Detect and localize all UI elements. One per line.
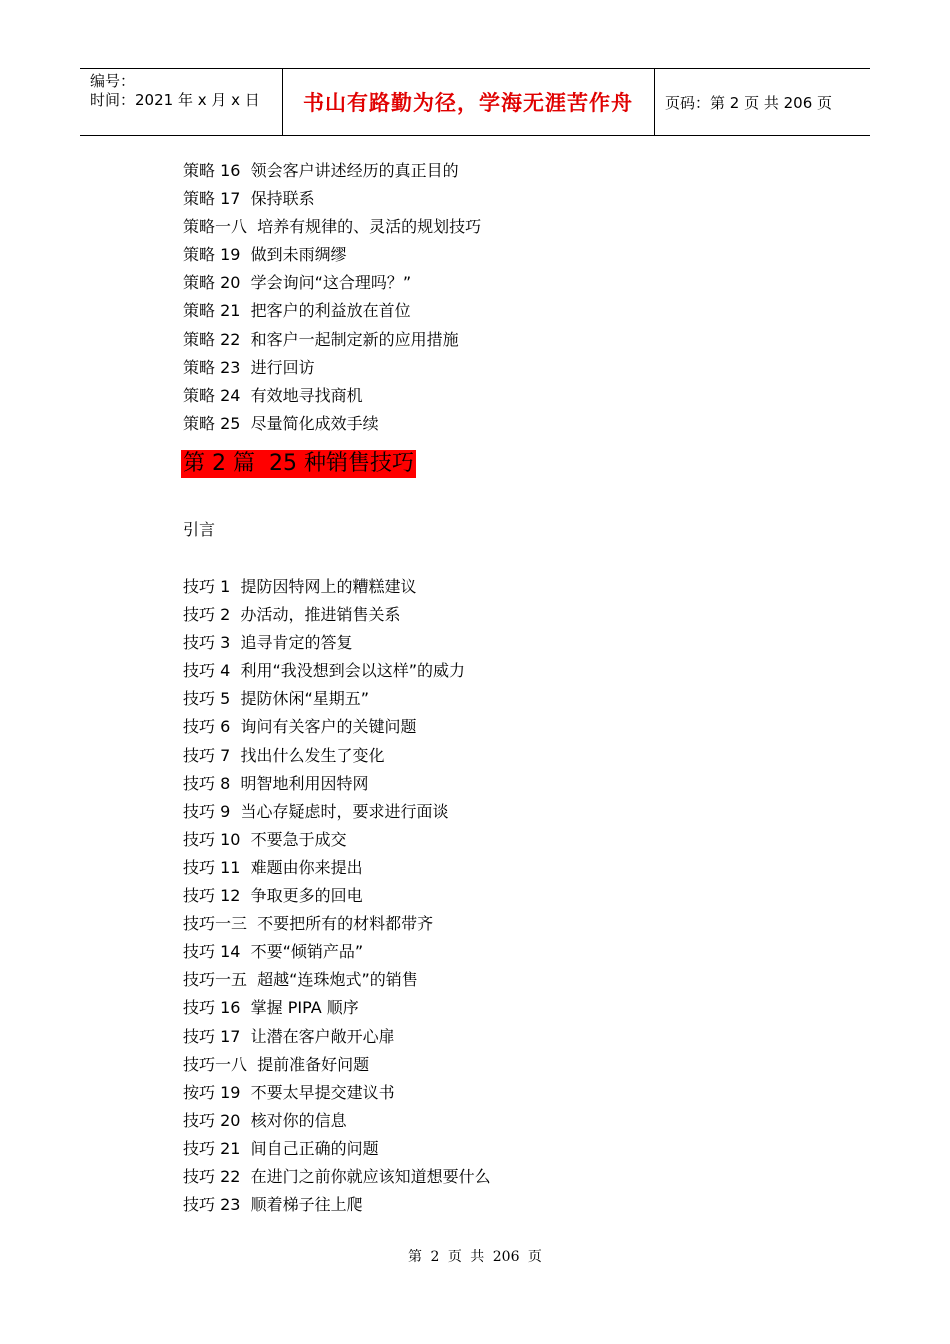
skill-item: 按巧 19 不要太早提交建议书 xyxy=(183,1082,395,1102)
skill-item: 技巧 16 掌握 PIPA 顺序 xyxy=(183,998,359,1018)
strategy-item: 策略一八 培养有规律的、灵活的规划技巧 xyxy=(183,217,482,237)
strategy-item: 策略 22 和客户一起制定新的应用措施 xyxy=(183,329,459,349)
skill-item: 技巧 17 让潜在客户敞开心扉 xyxy=(183,1026,395,1046)
skill-item: 技巧 11 难题由你来提出 xyxy=(183,857,363,877)
strategy-item: 策略 20 学会询问“这合理吗？” xyxy=(183,273,412,293)
skill-item: 技巧 4 利用“我没想到会以这样”的威力 xyxy=(183,661,466,681)
strategy-item: 策略 24 有效地寻找商机 xyxy=(183,385,363,405)
strategy-item: 策略 21 把客户的利益放在首位 xyxy=(183,301,411,321)
strategy-item: 策略 23 进行回访 xyxy=(183,357,315,377)
header-page-cell xyxy=(655,69,870,135)
skill-item: 技巧 9 当心存疑虑时，要求进行面谈 xyxy=(183,801,449,821)
intro-heading: 引言 xyxy=(183,520,216,539)
header-page-info: 页码：第 2 页 共 206 页 xyxy=(665,93,833,112)
skill-item: 技巧一八 提前准备好问题 xyxy=(183,1054,370,1074)
page-footer: 第 2 页 共 206 页 xyxy=(408,1249,542,1265)
section-title: 第 2 篇 25 种销售技巧 xyxy=(183,451,414,476)
time-label: 时间：2021 年 x 月 x 日 xyxy=(90,91,260,109)
skill-item: 技巧 8 明智地利用因特网 xyxy=(183,773,369,793)
skill-item: 技巧 7 找出什么发生了变化 xyxy=(183,745,385,765)
skill-item: 技巧 23 顺着梯子往上爬 xyxy=(183,1195,363,1215)
skill-item: 技巧 2 办活动，推进销售关系 xyxy=(183,605,401,625)
strategy-item: 策略 19 做到未雨绸缪 xyxy=(183,245,347,265)
skill-item: 技巧 5 提防休闲“星期五” xyxy=(183,689,370,709)
skill-item: 技巧 14 不要“倾销产品” xyxy=(183,942,364,962)
skill-list xyxy=(183,573,491,1219)
strategy-list xyxy=(183,157,481,438)
strategy-item: 策略 17 保持联系 xyxy=(183,189,315,209)
skill-item: 技巧 10 不要急于成交 xyxy=(183,829,347,849)
strategy-item: 策略 25 尽量简化成效手续 xyxy=(183,413,379,433)
skill-item: 技巧 22 在进门之前你就应该知道想要什么 xyxy=(183,1166,491,1186)
page-header xyxy=(80,68,870,136)
strategy-item: 策略 16 领会客户讲述经历的真正目的 xyxy=(183,161,459,180)
skill-item: 技巧 12 争取更多的回电 xyxy=(183,886,363,906)
skill-item: 技巧一五 超越“连珠炮式”的销售 xyxy=(183,970,418,990)
motto: 书山有路勤为径，学海无涯苦作舟 xyxy=(303,91,633,115)
skill-item: 技巧 21 间自己正确的问题 xyxy=(183,1138,379,1158)
number-label: 编号： xyxy=(90,72,136,90)
skill-item: 技巧一三 不要把所有的材料都带齐 xyxy=(183,914,434,934)
skill-item: 技巧 20 核对你的信息 xyxy=(183,1110,347,1130)
skill-item: 技巧 6 询问有关客户的关键问题 xyxy=(183,717,417,737)
header-meta-cell xyxy=(80,69,283,135)
skill-item: 技巧 3 追寻肯定的答复 xyxy=(183,633,353,653)
skill-item: 技巧 1 提防因特网上的糟糕建议 xyxy=(183,577,417,596)
header-motto-cell xyxy=(282,69,655,135)
